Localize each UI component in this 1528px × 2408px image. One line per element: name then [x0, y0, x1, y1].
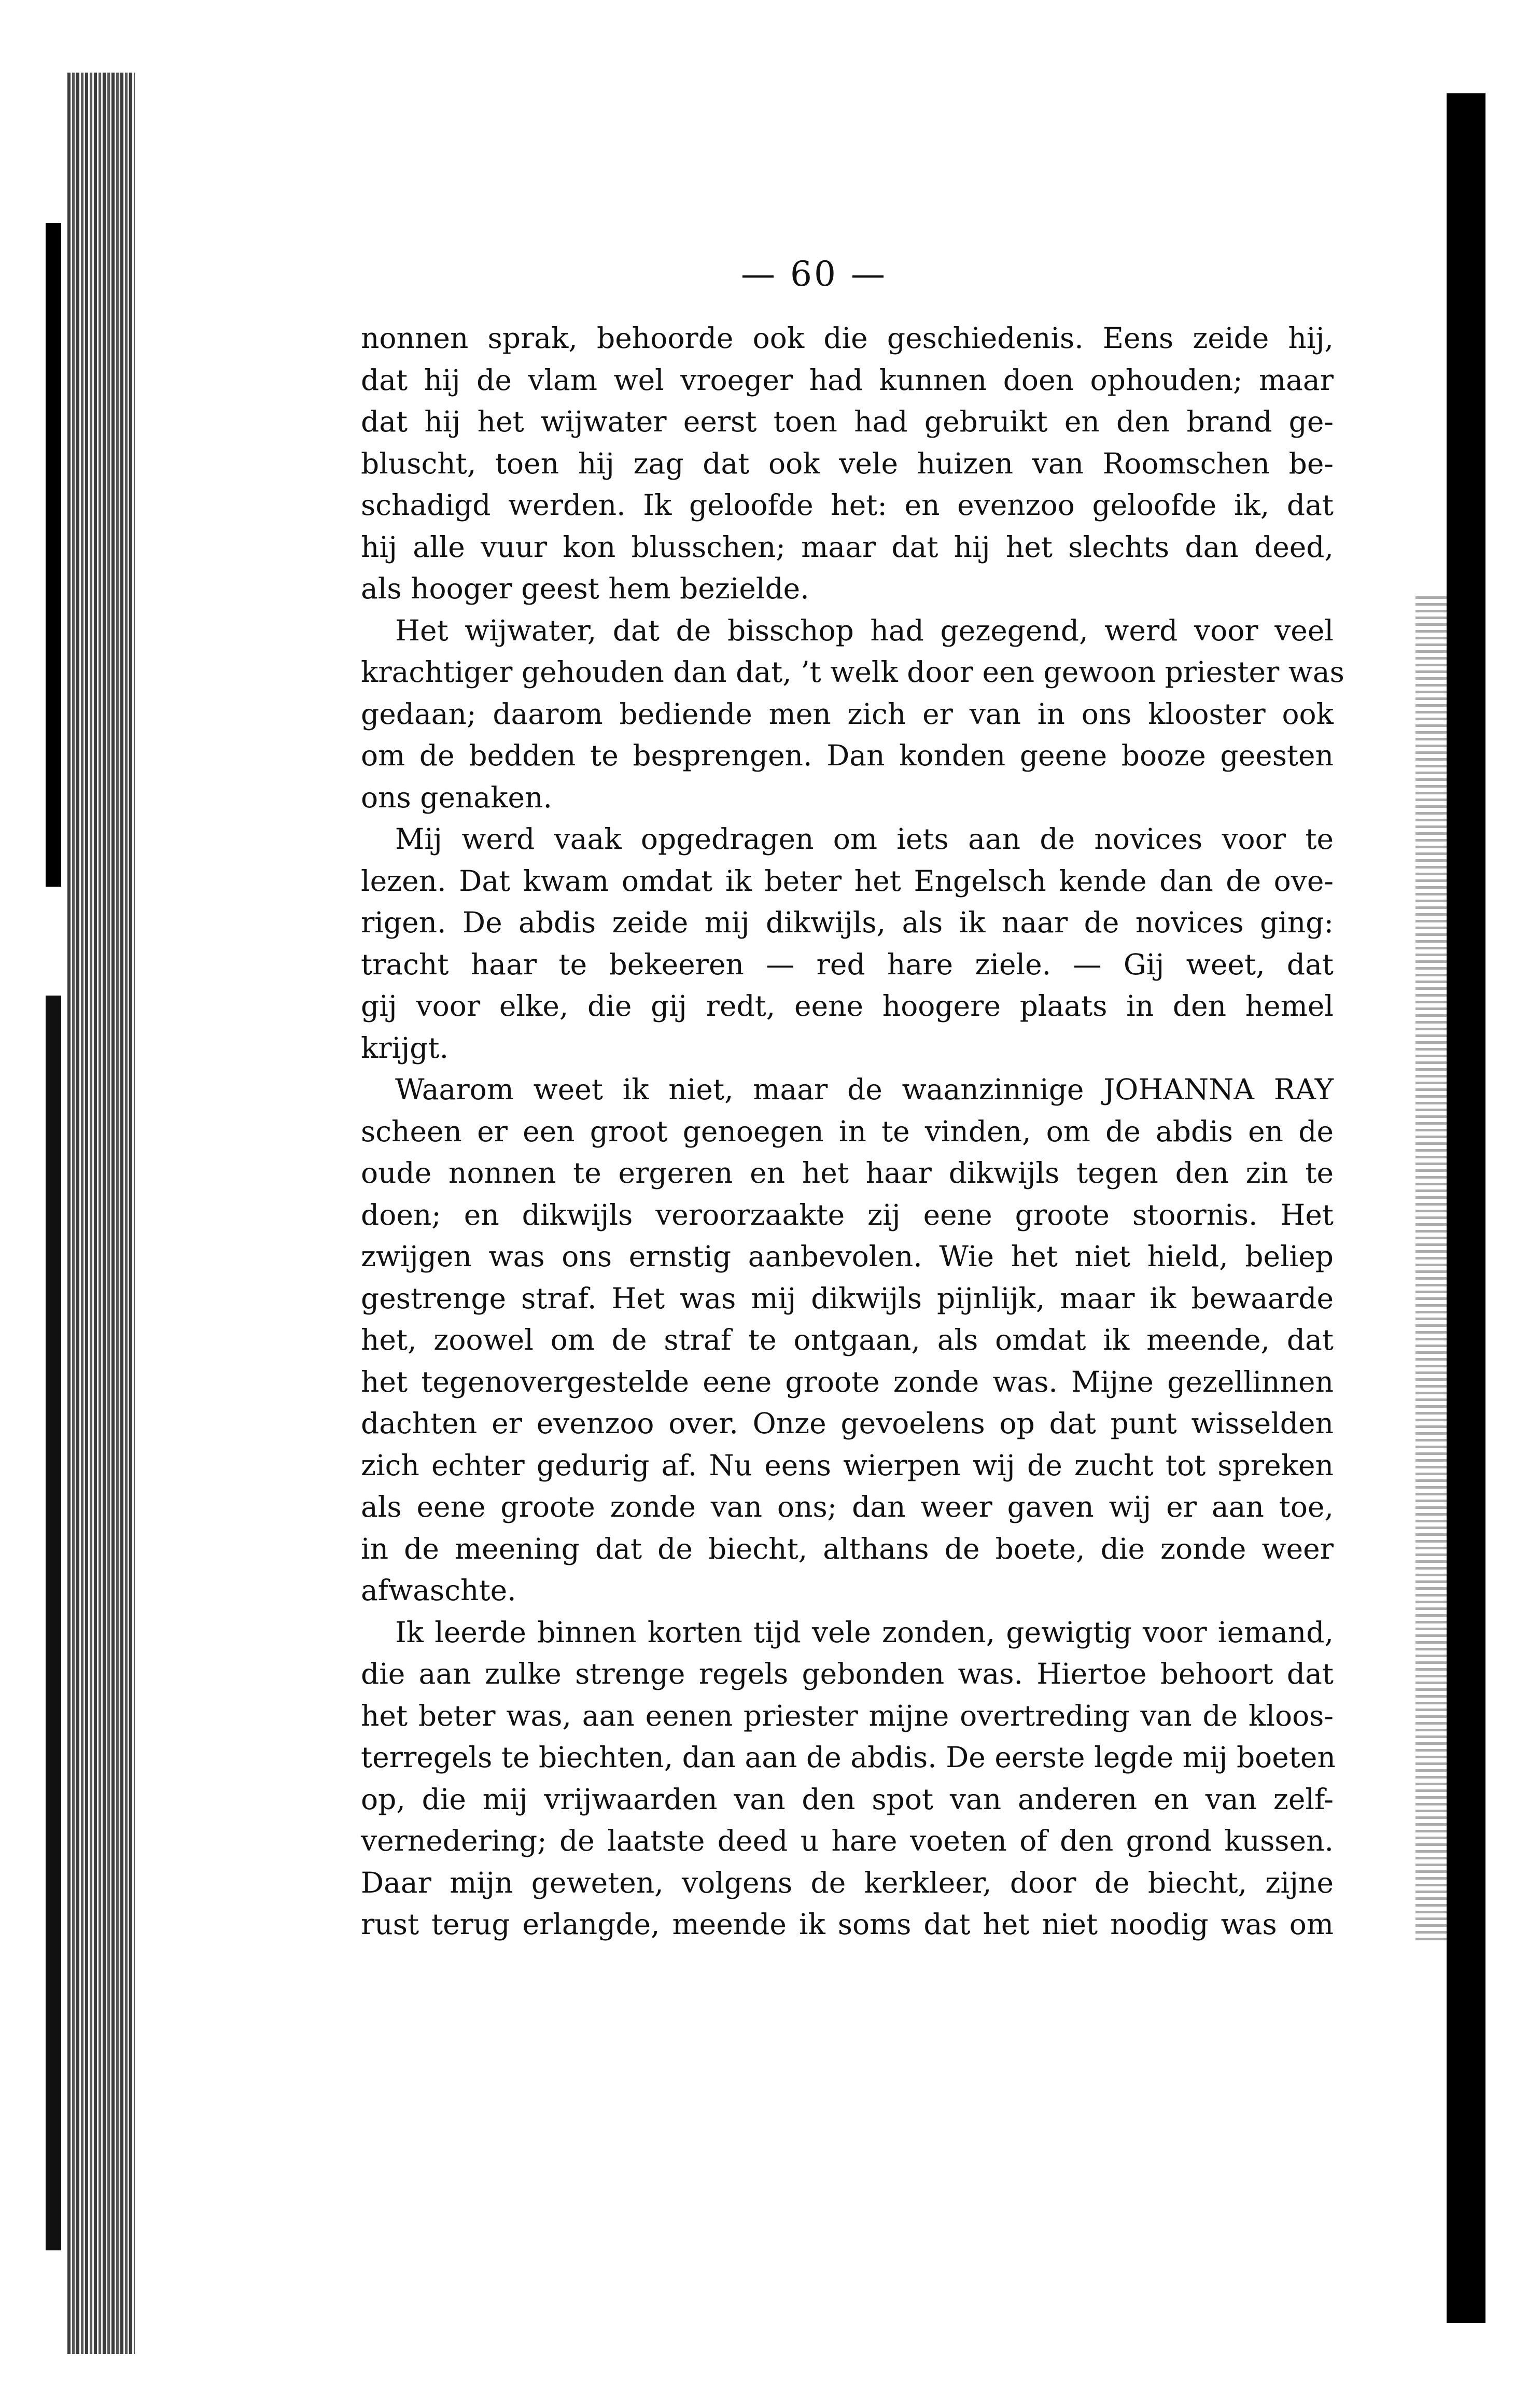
text-line: om de bedden te besprengen. Dan konden geene booze geesten: [361, 739, 1334, 772]
text-line: in de meening dat de biecht, althans de boete, die zonde weer: [361, 1532, 1334, 1565]
text-line: Het wijwater, dat de bisschop had gezegend, werd voor veel: [395, 613, 1334, 647]
text-line: ons genaken.: [361, 780, 552, 814]
text-line: dachten er evenzoo over. Onze gevoelens op dat punt wisselden: [361, 1407, 1334, 1440]
paragraph: [361, 1069, 1334, 1612]
text-line: dat hij het wijwater eerst toen had gebruikt en den brand ge-: [361, 405, 1334, 438]
scan-shadow-left-upper: [46, 223, 61, 887]
text-line: krijgt.: [361, 1031, 449, 1065]
text-line: lezen. Dat kwam omdat ik beter het Engelsch kende dan de ove-: [361, 864, 1334, 898]
text-line: nonnen sprak, behoorde ook die geschiedenis. Eens zeide hij,: [361, 321, 1334, 355]
text-line: oude nonnen te ergeren en het haar dikwijls tegen den zin te: [361, 1156, 1334, 1189]
text-line: schadigd werden. Ik geloofde het: en evenzoo geloofde ik, dat: [361, 488, 1334, 522]
text-line: tracht haar te bekeeren — red hare ziele. — Gij weet, dat: [361, 947, 1334, 981]
text-line: rust terug erlangde, meende ik soms dat het niet noodig was om: [361, 1908, 1334, 1941]
text-line: krachtiger gehouden dan dat, ’t welk door een gewoon priester was: [361, 655, 1344, 689]
text-line: het beter was, aan eenen priester mijne overtreding van de kloos-: [361, 1699, 1334, 1732]
text-line: zwijgen was ons ernstig aanbevolen. Wie het niet hield, beliep: [361, 1240, 1334, 1273]
scan-shadow-right: [1447, 93, 1485, 2323]
paragraph: [361, 818, 1334, 1069]
text-line: het tegenovergestelde eene groote zonde was. Mijne gezellinnen: [361, 1365, 1334, 1398]
text-line: afwaschte.: [361, 1574, 516, 1607]
text-line: als hooger geest hem bezielde.: [361, 572, 809, 605]
scan-shadow-left-lower: [46, 996, 61, 2250]
text-line: gestrenge straf. Het was mij dikwijls pijnlijk, maar ik bewaarde: [361, 1281, 1334, 1315]
paragraph: [361, 317, 1334, 610]
body-text: [361, 317, 1344, 1945]
text-line: terregels te biechten, dan aan de abdis. De eerste legde mij boeten: [361, 1741, 1336, 1774]
text-line: op, die mij vrijwaarden van den spot van anderen en van zelf-: [361, 1782, 1334, 1816]
text-line: rigen. De abdis zeide mij dikwijls, als ik naar de novices ging:: [361, 906, 1334, 939]
text-line: scheen er een groot genoegen in te vinden, om de abdis en de: [361, 1114, 1334, 1148]
text-line: die aan zulke strenge regels gebonden was. Hiertoe behoort dat: [361, 1657, 1334, 1690]
page-number: — 60 —: [741, 254, 887, 294]
text-line: als eene groote zonde van ons; dan weer gaven wij er aan toe,: [361, 1490, 1334, 1523]
text-line: gedaan; daarom bediende men zich er van in ons klooster ook: [361, 697, 1334, 731]
text-line: Daar mijn geweten, volgens de kerkleer, door de biecht, zijne: [361, 1866, 1334, 1899]
paragraph: [361, 1612, 1334, 1945]
scan-binding-edge-left: [67, 73, 135, 2354]
text-line: vernedering; de laatste deed u hare voeten of den grond kussen.: [361, 1824, 1334, 1857]
text-line: dat hij de vlam wel vroeger had kunnen doen ophouden; maar: [361, 363, 1334, 397]
text-line: Mij werd vaak opgedragen om iets aan de novices voor te: [395, 822, 1334, 856]
text-line: zich echter gedurig af. Nu eens wierpen wij de zucht tot spreken: [361, 1448, 1334, 1482]
text-line: hij alle vuur kon blusschen; maar dat hij het slechts dan deed,: [361, 530, 1334, 564]
text-line: Ik leerde binnen korten tijd vele zonden, gewigtig voor iemand,: [395, 1615, 1334, 1649]
text-line: bluscht, toen hij zag dat ook vele huizen van Roomschen be-: [361, 446, 1334, 480]
paragraph: [361, 610, 1344, 819]
text-line: gij voor elke, die gij redt, eene hoogere plaats in den hemel: [361, 989, 1334, 1023]
text-line: Waarom weet ik niet, maar de waanzinnige JOHANNA RAY: [395, 1073, 1334, 1106]
text-line: doen; en dikwijls veroorzaakte zij eene groote stoornis. Het: [361, 1198, 1334, 1231]
text-line: het, zoowel om de straf te ontgaan, als omdat ik meende, dat: [361, 1323, 1334, 1356]
